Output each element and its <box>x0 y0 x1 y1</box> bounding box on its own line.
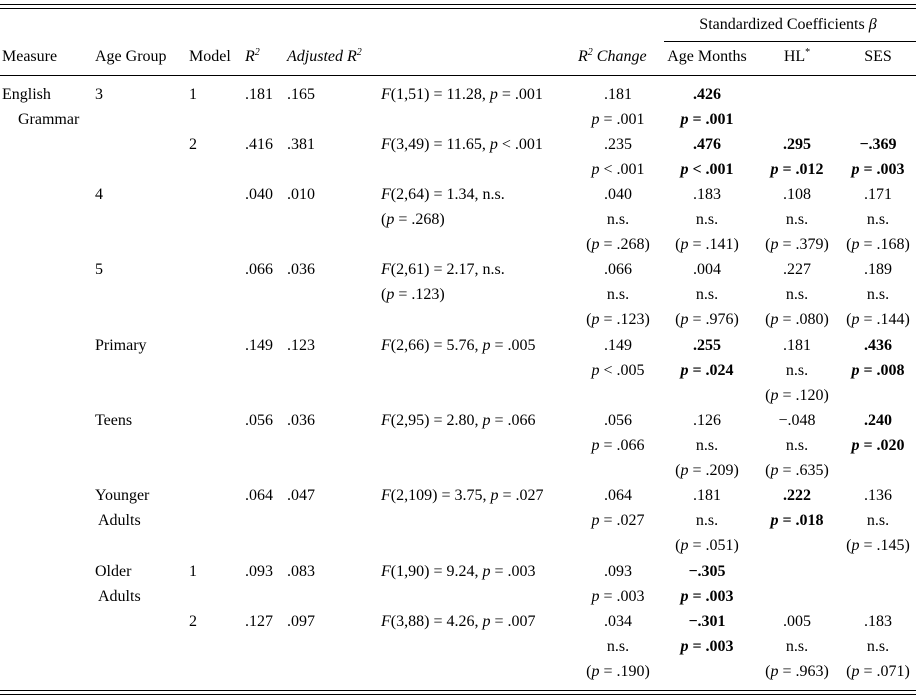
r2-change-cell: .149 <box>604 337 632 354</box>
age-months-coef-cell: (p = .141) <box>675 236 739 254</box>
ses-coef-cell: .136 <box>864 487 892 504</box>
f-test-cell: F(2,61) = 2.17, n.s. <box>381 261 505 278</box>
col-header-model: Model <box>189 48 231 65</box>
age-months-coef-cell: p = .003 <box>680 588 734 606</box>
hl-coef-cell: .005 <box>783 613 811 630</box>
top-rule-2 <box>0 8 916 9</box>
ses-coef-cell: n.s. <box>866 512 890 530</box>
f-test-cell: (p = .268) <box>381 211 445 229</box>
measure-label-cont: Grammar <box>18 111 80 128</box>
r2-change-cell: p = .001 <box>591 111 645 129</box>
bottom-rule <box>0 690 916 691</box>
age-months-coef-cell: (p = .051) <box>675 537 739 555</box>
coefficients-group-header: Standardized Coefficients β <box>699 16 877 33</box>
age-months-coef-cell: n.s. <box>695 437 719 455</box>
r2-change-cell: (p = .268) <box>586 236 650 254</box>
adjusted-r2-cell: .036 <box>287 412 315 429</box>
col-header-age-months: Age Months <box>667 48 747 65</box>
adjusted-r2-cell: .165 <box>287 86 315 103</box>
hl-coef-cell: .222 <box>783 487 811 504</box>
age-months-coef-cell: n.s. <box>695 512 719 530</box>
ses-coef-cell: .189 <box>864 261 892 278</box>
age-months-coef-cell: .476 <box>693 136 721 153</box>
f-test-cell: F(2,95) = 2.80, p = .066 <box>381 412 536 429</box>
r2-change-cell: .064 <box>604 487 632 504</box>
age-months-coef-cell: n.s. <box>695 211 719 229</box>
ses-coef-cell: p = .020 <box>851 437 905 455</box>
ses-coef-cell: p = .003 <box>851 161 905 179</box>
age-group-cell: Primary <box>95 337 147 354</box>
ses-coef-cell: p = .008 <box>851 362 905 380</box>
hl-coef-cell: n.s. <box>785 211 809 229</box>
age-group-cell: 3 <box>95 86 103 103</box>
top-rule <box>0 4 916 5</box>
age-group-cell: Teens <box>95 412 133 429</box>
r2-change-cell: p < .001 <box>591 161 645 179</box>
r2-cell: .093 <box>245 563 273 580</box>
hl-coef-cell: n.s. <box>785 362 809 380</box>
age-months-coef-cell: .004 <box>693 261 721 278</box>
r2-cell: .149 <box>245 337 273 354</box>
f-test-cell: F(1,51) = 11.28, p = .001 <box>381 86 543 103</box>
ses-coef-cell: −.369 <box>859 136 897 153</box>
r2-change-cell: .040 <box>604 186 632 203</box>
age-months-coef-cell: −.301 <box>688 613 726 630</box>
r2-change-cell: n.s. <box>606 211 630 229</box>
coefficients-rule <box>664 41 916 42</box>
ses-coef-cell: n.s. <box>866 638 890 656</box>
age-months-coef-cell: p < .001 <box>680 161 734 179</box>
hl-coef-cell: .181 <box>783 337 811 354</box>
age-months-coef-cell: .426 <box>693 86 721 103</box>
adjusted-r2-cell: .047 <box>287 487 315 504</box>
f-test-cell: F(3,49) = 11.65, p < .001 <box>381 136 543 153</box>
age-months-coef-cell: (p = .209) <box>675 462 739 480</box>
hl-coef-cell: −.048 <box>778 412 816 429</box>
f-test-cell: F(3,88) = 4.26, p = .007 <box>381 613 536 630</box>
r2-change-cell: .056 <box>604 412 632 429</box>
ses-coef-cell: n.s. <box>866 211 890 229</box>
hl-coef-cell: n.s. <box>785 638 809 656</box>
ses-coef-cell: .240 <box>864 412 892 429</box>
age-group-cell: 5 <box>95 261 103 278</box>
col-header-r2: $R^2$ <box>245 47 260 65</box>
r2-cell: .040 <box>245 186 273 203</box>
r2-change-cell: p < .005 <box>591 362 645 380</box>
col-header-age-group: Age Group <box>95 48 167 65</box>
age-months-coef-cell: p = .001 <box>680 111 734 129</box>
hl-coef-cell: (p = .080) <box>765 311 829 329</box>
age-months-coef-cell: −.305 <box>688 563 726 580</box>
col-header-ses: SES <box>864 48 892 65</box>
f-test-cell: F(2,66) = 5.76, p = .005 <box>381 337 536 354</box>
ses-coef-cell: (p = .145) <box>846 537 910 555</box>
model-cell: 2 <box>189 613 197 630</box>
hl-coef-cell: p = .012 <box>770 161 824 179</box>
r2-change-cell: .066 <box>604 261 632 278</box>
r2-change-cell: n.s. <box>606 638 630 656</box>
ses-coef-cell: .436 <box>864 337 892 354</box>
r2-change-cell: .181 <box>604 86 632 103</box>
f-test-cell: F(1,90) = 9.24, p = .003 <box>381 563 536 580</box>
r2-cell: .064 <box>245 487 273 504</box>
hl-coef-cell: .108 <box>783 186 811 203</box>
col-header-r2-change: $R^2$ Change <box>578 47 647 65</box>
hl-coef-cell: (p = .379) <box>765 236 829 254</box>
header-rule <box>0 75 916 76</box>
hl-coef-cell: .295 <box>783 136 811 153</box>
model-cell: 2 <box>189 136 197 153</box>
bottom-rule-2 <box>0 694 916 695</box>
hl-coef-cell: n.s. <box>785 437 809 455</box>
f-test-cell: F(2,64) = 1.34, n.s. <box>381 186 505 203</box>
hl-coef-cell: (p = .635) <box>765 462 829 480</box>
f-test-cell: F(2,109) = 3.75, p = .027 <box>381 487 544 504</box>
age-group-cell: Adults <box>98 512 141 530</box>
age-months-coef-cell: p = .024 <box>680 362 734 380</box>
age-group-cell: Younger <box>95 487 150 504</box>
r2-change-cell: (p = .190) <box>586 663 650 681</box>
r2-change-cell: .235 <box>604 136 632 153</box>
adjusted-r2-cell: .083 <box>287 563 315 580</box>
ses-coef-cell: .171 <box>864 186 892 203</box>
model-cell: 1 <box>189 563 197 580</box>
age-group-cell: Adults <box>98 588 141 606</box>
adjusted-r2-cell: .097 <box>287 613 315 630</box>
r2-cell: .181 <box>245 86 273 103</box>
hl-coef-cell: p = .018 <box>770 512 824 530</box>
r2-change-cell: p = .066 <box>591 437 645 455</box>
adjusted-r2-cell: .123 <box>287 337 315 354</box>
age-months-coef-cell: (p = .976) <box>675 311 739 329</box>
hl-coef-cell: n.s. <box>785 286 809 304</box>
r2-cell: .416 <box>245 136 273 153</box>
r2-change-cell: p = .003 <box>591 588 645 606</box>
r2-change-cell: .093 <box>604 563 632 580</box>
r2-cell: .066 <box>245 261 273 278</box>
r2-change-cell: p = .027 <box>591 512 645 530</box>
age-months-coef-cell: p = .003 <box>680 638 734 656</box>
measure-label: English <box>2 86 51 103</box>
hl-coef-cell: (p = .120) <box>765 387 829 405</box>
r2-change-cell: (p = .123) <box>586 311 650 329</box>
ses-coef-cell: (p = .144) <box>846 311 910 329</box>
age-months-coef-cell: .183 <box>693 186 721 203</box>
ses-coef-cell: (p = .168) <box>846 236 910 254</box>
age-group-cell: 4 <box>95 186 103 203</box>
age-group-cell: Older <box>95 563 132 580</box>
r2-change-cell: n.s. <box>606 286 630 304</box>
r2-change-cell: .034 <box>604 613 632 630</box>
age-months-coef-cell: .126 <box>693 412 721 429</box>
ses-coef-cell: (p = .071) <box>846 663 910 681</box>
model-cell: 1 <box>189 86 197 103</box>
ses-coef-cell: .183 <box>864 613 892 630</box>
age-months-coef-cell: .181 <box>693 487 721 504</box>
adjusted-r2-cell: .036 <box>287 261 315 278</box>
ses-coef-cell: n.s. <box>866 286 890 304</box>
age-months-coef-cell: n.s. <box>695 286 719 304</box>
r2-cell: .127 <box>245 613 273 630</box>
age-months-coef-cell: .255 <box>693 337 721 354</box>
col-header-measure: Measure <box>2 48 58 65</box>
f-test-cell: (p = .123) <box>381 286 445 304</box>
r2-cell: .056 <box>245 412 273 429</box>
col-header-hl: HL* <box>783 47 811 65</box>
hl-coef-cell: .227 <box>783 261 811 278</box>
adjusted-r2-cell: .010 <box>287 186 315 203</box>
adjusted-r2-cell: .381 <box>287 136 315 153</box>
hl-coef-cell: (p = .963) <box>765 663 829 681</box>
col-header-adjusted-r2: Adjusted $R^2$ <box>287 47 362 65</box>
